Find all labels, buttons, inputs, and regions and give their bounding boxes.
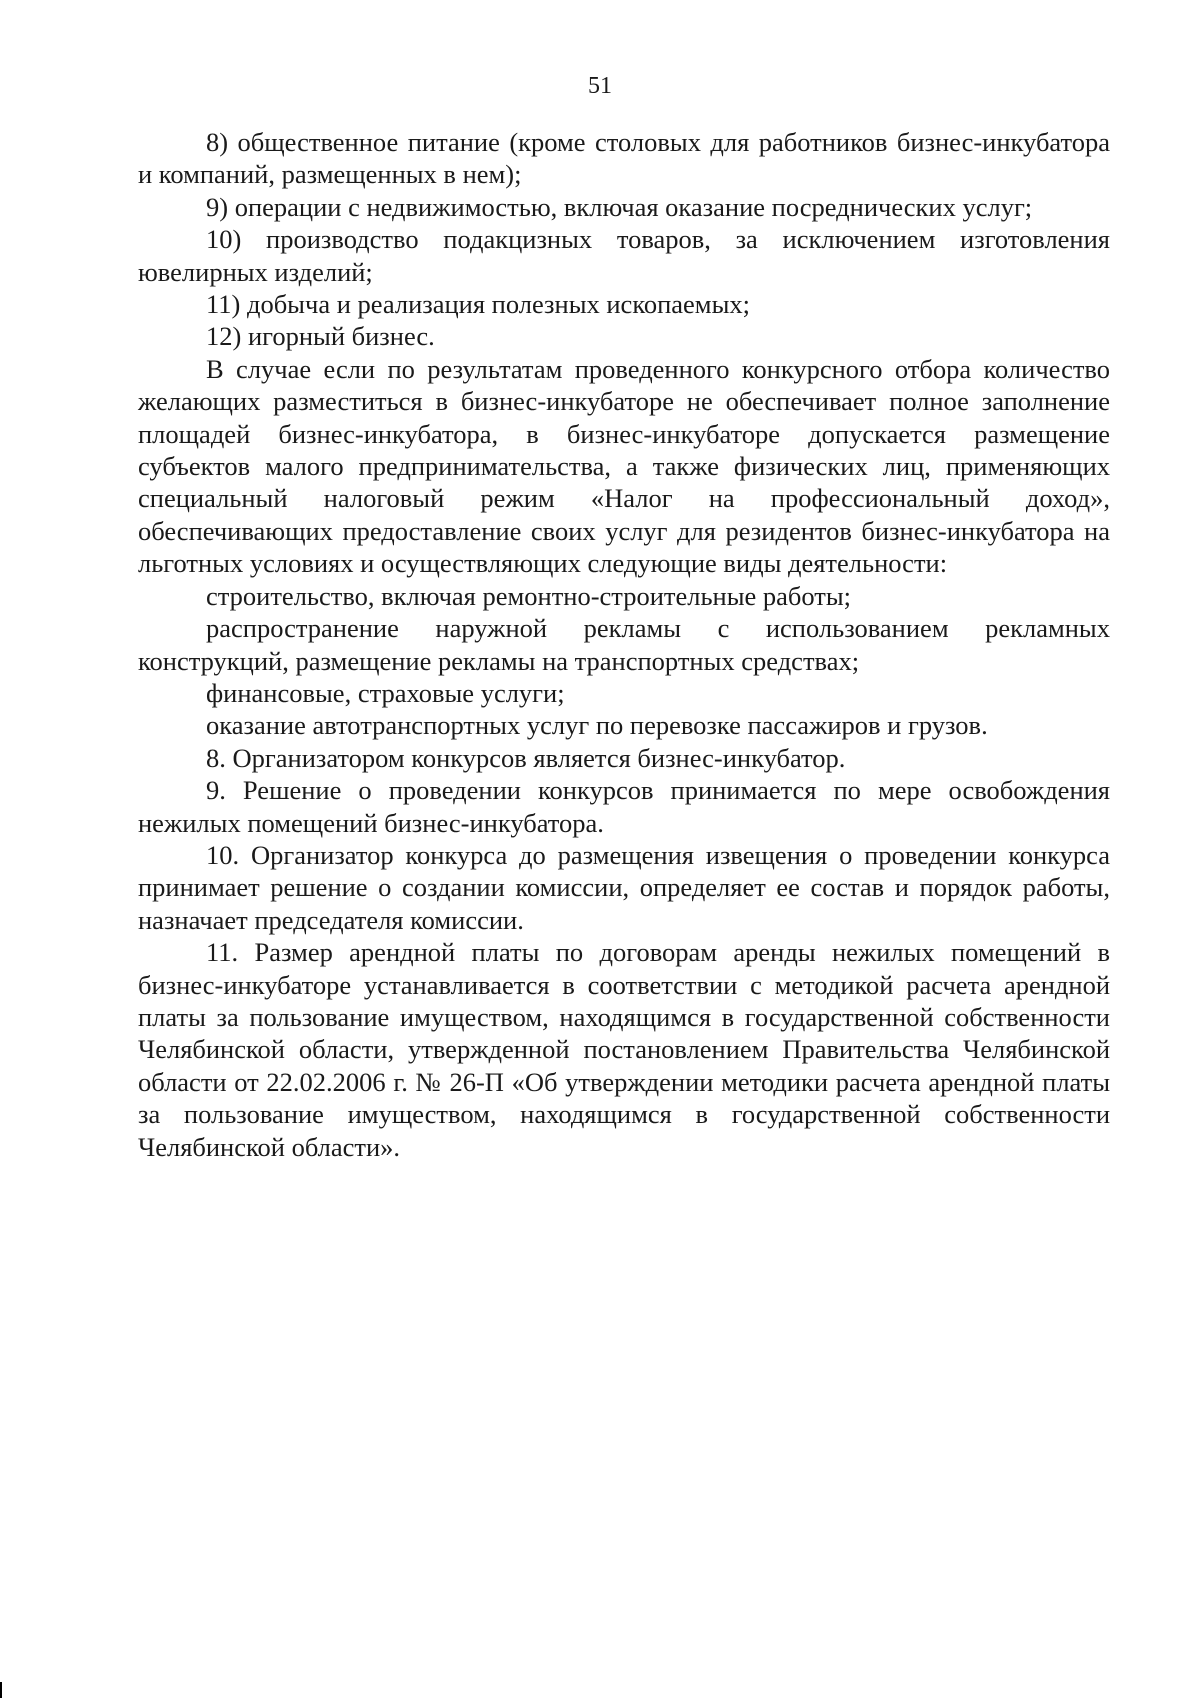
clause-11: 11. Размер арендной платы по договорам аренды нежилых помещений в бизнес-инкубаторе устанавливается в соответствии с методикой расчета арендной платы за пользование имуществом, находящимся в государственной собственности Челябинской области, утвержденной постановлением Правительства Челябинской области от 22.02.2006 г. № 26-П «Об утверждении методики расчета арендной платы за пользование имуществом, находящимся в государственной собственности Челябинской области». xyxy=(138,937,1110,1162)
clause-10: 10. Организатор конкурса до размещения извещения о проведении конкурса принимает решение о создании комиссии, определяет ее состав и порядок работы, назначает председателя комиссии. xyxy=(138,839,1110,935)
list-item-12: 12) игорный бизнес. xyxy=(206,321,435,352)
clause-9: 9. Решение о проведении конкурсов принимается по мере освобождения нежилых помещений бизнес-инкубатора. xyxy=(138,775,1110,838)
list-item-11: 11) добыча и реализация полезных ископаемых; xyxy=(206,289,750,320)
list-item-9: 9) операции с недвижимостью, включая оказание посреднических услуг; xyxy=(206,191,1033,222)
list-item-8: 8) общественное питание (кроме столовых для работников бизнес-инкубатора и компаний, размещенных в нем); xyxy=(138,127,1110,190)
activity-transport: оказание автотранспортных услуг по перевозке пассажиров и грузов. xyxy=(206,710,988,741)
document-body xyxy=(138,126,1110,1163)
activity-financial: финансовые, страховые услуги; xyxy=(206,677,565,708)
page-number: 51 xyxy=(588,73,612,99)
clause-8: 8. Организатором конкурсов является бизнес-инкубатор. xyxy=(206,742,846,773)
activity-advertising: распространение наружной рекламы с использованием рекламных конструкций, размещение рекламы на транспортных средствах; xyxy=(138,613,1110,676)
scan-edge-mark xyxy=(0,1682,2,1698)
list-item-10: 10) производство подакцизных товаров, за исключением изготовления ювелирных изделий; xyxy=(138,224,1110,287)
activity-construction: строительство, включая ремонтно-строительные работы; xyxy=(206,580,852,611)
paragraph-exception: В случае если по результатам проведенного конкурсного отбора количество желающих разместиться в бизнес-инкубаторе не обеспечивает полное заполнение площадей бизнес-инкубатора, в бизнес-инкубаторе допускается размещение субъектов малого предпринимательства, а также физических лиц, применяющих специальный налоговый режим «Налог на профессиональный доход», обеспечивающих предоставление своих услуг для резидентов бизнес-инкубатора на льготных условиях и осуществляющих следующие виды деятельности: xyxy=(138,353,1110,579)
